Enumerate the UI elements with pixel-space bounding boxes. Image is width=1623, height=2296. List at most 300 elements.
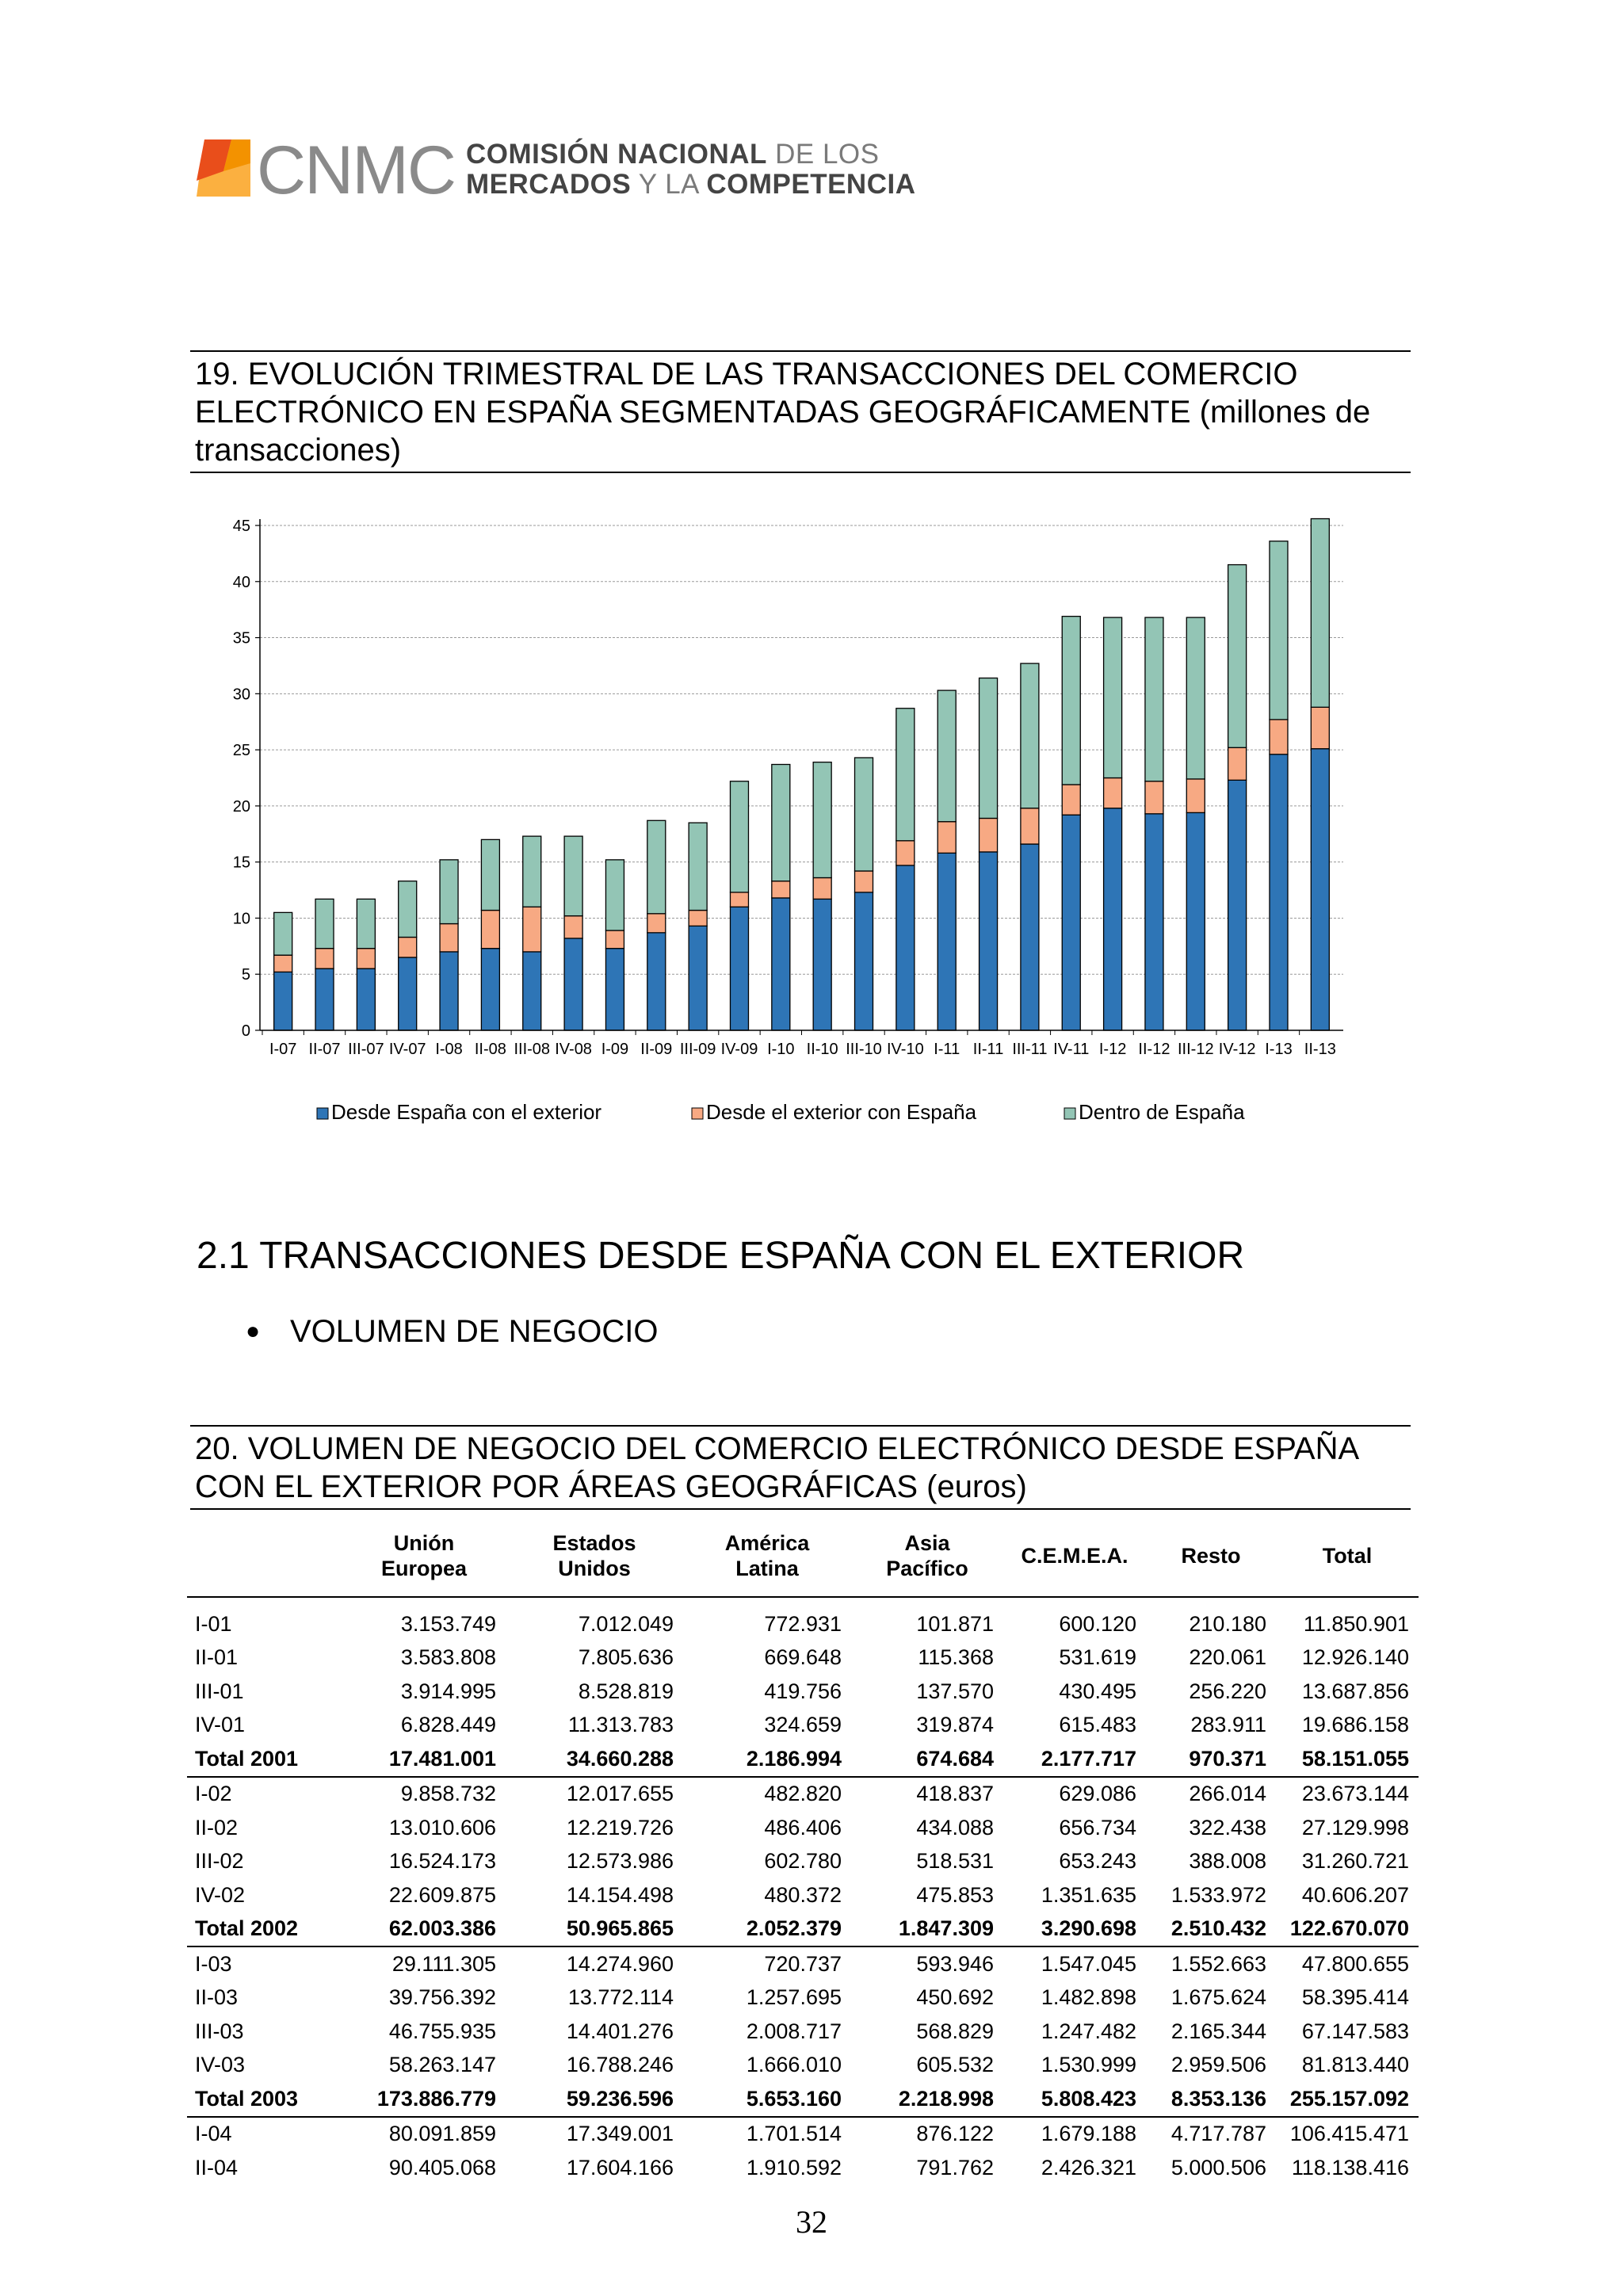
table-cell: 47.800.655 — [1301, 1951, 1409, 1976]
bar-segment-0 — [1062, 815, 1080, 1030]
column-header: América Latina — [724, 1531, 810, 1580]
table-cell: 5.000.506 — [1170, 2155, 1266, 2179]
bar-segment-1 — [357, 949, 375, 968]
table-cell: 1.675.624 — [1170, 1985, 1266, 2010]
table-row — [187, 1981, 1419, 2015]
table-cell: 2.008.717 — [746, 2019, 842, 2043]
row-label: I-04 — [195, 2122, 232, 2146]
table-cell: 2.186.994 — [683, 1742, 851, 1777]
table-cell: 2.426.321 — [1041, 2155, 1136, 2179]
bar-segment-0 — [274, 972, 292, 1030]
bar-segment-1 — [772, 881, 790, 898]
bar-segment-1 — [1021, 808, 1039, 844]
bar-segment-0 — [399, 957, 417, 1030]
table-cell: 256.220 — [1189, 1679, 1266, 1703]
bar-segment-2 — [689, 823, 707, 910]
table-row — [187, 1675, 1419, 1709]
legend-swatch — [692, 1108, 703, 1119]
bar-segment-2 — [523, 836, 541, 907]
bar-segment-1 — [647, 914, 666, 933]
y-tick-label: 20 — [232, 797, 250, 816]
row-label: IV-02 — [195, 1882, 246, 1907]
table-row — [187, 1878, 1419, 1912]
table-cell: 17.481.001 — [342, 1742, 506, 1777]
table-cell: 2.218.998 — [851, 2082, 1003, 2117]
table-cell: 115.368 — [918, 1645, 994, 1670]
chart-legend — [317, 1100, 1245, 1124]
table-cell: 418.837 — [916, 1782, 994, 1806]
bar-segment-0 — [481, 949, 499, 1030]
x-tick-label: III-07 — [348, 1041, 384, 1058]
table-cell: 1.482.898 — [1041, 1985, 1136, 2010]
table-cell: 17.349.001 — [566, 2122, 674, 2146]
bar-segment-1 — [605, 930, 624, 949]
x-tick-label: IV-09 — [720, 1041, 758, 1058]
table-cell: 2.052.379 — [683, 1912, 851, 1947]
bar-segment-0 — [689, 926, 707, 1030]
bar-segment-2 — [813, 762, 831, 878]
table-cell: 629.086 — [1059, 1782, 1136, 1806]
table-row — [187, 2151, 1419, 2185]
table-cell: 8.353.136 — [1146, 2082, 1276, 2117]
x-tick-label: III-08 — [514, 1041, 551, 1058]
table-row — [187, 1845, 1419, 1879]
row-label: IV-03 — [195, 2053, 246, 2077]
bar-segment-0 — [730, 907, 748, 1030]
row-label: II-04 — [195, 2155, 239, 2179]
table-cell: 1.247.482 — [1041, 2019, 1136, 2043]
table-cell: 1.910.592 — [746, 2155, 842, 2179]
table-cell: 31.260.721 — [1301, 1849, 1409, 1874]
table-cell: 210.180 — [1189, 1611, 1266, 1636]
stacked-bar-chart — [190, 499, 1411, 1149]
table-cell: 67.147.583 — [1301, 2019, 1409, 2043]
table-cell: 101.871 — [916, 1611, 994, 1636]
bullet-text: VOLUMEN DE NEGOCIO — [290, 1314, 659, 1349]
table-cell: 6.828.449 — [400, 1713, 496, 1737]
bar-segment-1 — [1062, 785, 1080, 815]
x-axis-labels — [262, 1030, 1336, 1058]
bar-segment-1 — [813, 877, 831, 899]
table-cell: 122.670.070 — [1276, 1912, 1419, 1947]
bar-segment-0 — [980, 852, 998, 1030]
table-cell: 772.931 — [764, 1611, 842, 1636]
row-label: II-03 — [195, 1985, 239, 2010]
table-cell: 450.692 — [916, 1985, 994, 2010]
table-cell: 602.780 — [764, 1849, 842, 1874]
x-tick-label: IV-11 — [1053, 1041, 1090, 1058]
bar-segment-0 — [1186, 812, 1205, 1030]
bar-segment-2 — [1270, 541, 1288, 720]
row-label: Total 2001 — [187, 1742, 342, 1777]
table-cell: 50.965.865 — [506, 1912, 683, 1947]
bar-segment-1 — [730, 892, 748, 907]
cnmc-logo — [197, 132, 916, 211]
bullet-dot-icon: ● — [246, 1318, 261, 1344]
bar-segment-0 — [523, 952, 541, 1030]
table-cell: 23.673.144 — [1301, 1782, 1409, 1806]
table-row — [187, 1912, 1419, 1947]
table-cell: 482.820 — [764, 1782, 842, 1806]
x-tick-label: I-08 — [435, 1041, 463, 1058]
table-cell: 1.257.695 — [746, 1985, 842, 2010]
table-cell: 16.524.173 — [388, 1849, 496, 1874]
table-cell: 480.372 — [764, 1882, 842, 1907]
table-cell: 9.858.732 — [400, 1782, 496, 1806]
table-cell: 58.395.414 — [1301, 1985, 1409, 2010]
x-tick-label: I-11 — [934, 1041, 960, 1058]
bar-segment-1 — [1104, 778, 1122, 808]
table-cell: 430.495 — [1059, 1679, 1136, 1703]
table-cell: 80.091.859 — [388, 2122, 496, 2146]
bar-segment-0 — [440, 952, 458, 1030]
table-cell: 40.606.207 — [1301, 1882, 1409, 1907]
table-cell: 2.510.432 — [1146, 1912, 1276, 1947]
bar-segment-1 — [1228, 747, 1247, 780]
table-cell: 1.701.514 — [746, 2122, 842, 2146]
table-cell: 674.684 — [851, 1742, 1003, 1777]
table-cell: 16.788.246 — [566, 2053, 674, 2077]
x-tick-label: II-12 — [1138, 1041, 1170, 1058]
x-tick-label: I-07 — [269, 1041, 297, 1058]
bar-segment-1 — [481, 911, 499, 949]
row-label: II-01 — [195, 1645, 239, 1670]
bar-segment-0 — [1270, 755, 1288, 1030]
y-tick-label: 25 — [232, 742, 250, 760]
bar-segment-0 — [896, 865, 915, 1030]
bar-segment-2 — [647, 820, 666, 913]
bar-segment-2 — [772, 765, 790, 881]
table-cell: 17.604.166 — [566, 2155, 674, 2179]
row-label: I-01 — [195, 1611, 232, 1636]
x-tick-label: II-07 — [308, 1041, 341, 1058]
column-header: Estados Unidos — [552, 1531, 636, 1580]
table-cell: 2.165.344 — [1170, 2019, 1266, 2043]
table-cell: 322.438 — [1189, 1815, 1266, 1839]
table-row — [187, 1709, 1419, 1743]
legend-swatch — [1064, 1108, 1075, 1119]
row-label: Total 2002 — [187, 1912, 342, 1947]
row-label: III-01 — [195, 1679, 244, 1703]
table-cell: 486.406 — [764, 1815, 842, 1839]
table-cell: 1.530.999 — [1041, 2053, 1136, 2077]
y-axis-labels — [233, 518, 250, 1040]
table-cell: 615.483 — [1059, 1713, 1136, 1737]
table-cell: 3.583.808 — [400, 1645, 496, 1670]
table-cell: 12.219.726 — [566, 1815, 674, 1839]
table-cell: 1.533.972 — [1170, 1882, 1266, 1907]
table-cell: 876.122 — [916, 2122, 994, 2146]
bar-segment-0 — [1104, 808, 1122, 1030]
bar-segment-1 — [440, 924, 458, 952]
row-label: II-02 — [195, 1815, 239, 1839]
x-tick-label: I-12 — [1098, 1041, 1127, 1058]
table-cell: 656.734 — [1059, 1815, 1136, 1839]
x-tick-label: III-09 — [679, 1041, 716, 1058]
table-cell: 62.003.386 — [342, 1912, 506, 1947]
table-row — [187, 2082, 1419, 2117]
bar-segment-2 — [1311, 519, 1329, 708]
table-body — [187, 1597, 1419, 2185]
legend-label: Dentro de España — [1079, 1100, 1245, 1124]
y-tick-label: 10 — [232, 910, 250, 928]
bar-segment-0 — [647, 933, 666, 1030]
legend-label: Desde España con el exterior — [331, 1100, 602, 1124]
x-tick-label: IV-10 — [887, 1041, 924, 1058]
table-cell: 1.552.663 — [1170, 1951, 1266, 1976]
table-cell: 59.236.596 — [506, 2082, 683, 2117]
bar-segment-0 — [605, 949, 624, 1030]
x-tick-label: IV-07 — [388, 1041, 426, 1058]
bar-segment-0 — [772, 898, 790, 1030]
table-cell: 34.660.288 — [506, 1742, 683, 1777]
table-cell: 283.911 — [1190, 1713, 1266, 1737]
table-cell: 14.154.498 — [566, 1882, 674, 1907]
table-cell: 220.061 — [1189, 1645, 1266, 1670]
table-cell: 8.528.819 — [578, 1679, 674, 1703]
bar-segment-1 — [315, 949, 334, 968]
bar-segment-1 — [980, 818, 998, 851]
table-cell: 13.687.856 — [1301, 1679, 1409, 1703]
table-row — [187, 2049, 1419, 2083]
table-cell: 12.017.655 — [566, 1782, 674, 1806]
column-header: C.E.M.E.A. — [1021, 1544, 1128, 1568]
table-cell: 19.686.158 — [1301, 1713, 1409, 1737]
table-cell: 5.808.423 — [1003, 2082, 1146, 2117]
section-heading: 2.1 TRANSACCIONES DESDE ESPAÑA CON EL EXTERIOR — [197, 1235, 1245, 1277]
table-cell: 13.772.114 — [567, 1985, 674, 2010]
table-cell: 653.243 — [1059, 1849, 1136, 1874]
logo-line-1: COMISIÓN NACIONAL DE LOS — [466, 139, 880, 170]
x-tick-label: I-10 — [767, 1041, 795, 1058]
bar-segment-1 — [564, 916, 582, 938]
bar-segment-1 — [896, 841, 915, 865]
row-label: III-02 — [195, 1849, 244, 1874]
page-number: 32 — [796, 2204, 827, 2240]
x-tick-label: IV-08 — [555, 1041, 592, 1058]
x-tick-label: I-13 — [1265, 1041, 1293, 1058]
table-cell: 791.762 — [916, 2155, 994, 2179]
table-cell: 58.263.147 — [388, 2053, 496, 2077]
bar-segment-1 — [855, 871, 873, 892]
table-cell: 568.829 — [916, 2019, 994, 2043]
bar-segment-0 — [564, 938, 582, 1030]
bar-segment-2 — [1104, 617, 1122, 777]
table-cell: 81.813.440 — [1301, 2053, 1409, 2077]
bar-segment-0 — [938, 853, 956, 1030]
bar-segment-2 — [274, 912, 292, 955]
column-header: Resto — [1181, 1544, 1241, 1568]
row-label: IV-01 — [195, 1713, 246, 1737]
table-cell: 7.805.636 — [578, 1645, 674, 1670]
bar-segment-2 — [315, 899, 334, 948]
table-cell: 518.531 — [916, 1849, 994, 1874]
bar-segment-2 — [1145, 617, 1163, 781]
row-label: III-03 — [195, 2019, 244, 2043]
table-cell: 475.853 — [916, 1882, 994, 1907]
bar-segment-2 — [896, 709, 915, 841]
table-cell: 388.008 — [1189, 1849, 1266, 1874]
table-cell: 1.847.309 — [851, 1912, 1003, 1947]
table-cell: 1.666.010 — [746, 2053, 842, 2077]
table-cell: 1.547.045 — [1041, 1951, 1136, 1976]
table-row — [187, 1597, 1419, 1641]
table-cell: 27.129.998 — [1301, 1815, 1409, 1839]
x-tick-label: III-11 — [1012, 1041, 1048, 1058]
x-tick-label: I-09 — [601, 1041, 629, 1058]
bar-segment-2 — [1021, 663, 1039, 808]
table-cell: 266.014 — [1189, 1782, 1266, 1806]
table-row — [187, 1777, 1419, 1812]
bar-segment-0 — [1145, 814, 1163, 1030]
table-cell: 22.609.875 — [388, 1882, 496, 1907]
row-label: Total 2003 — [187, 2082, 342, 2117]
logo-brand-text: CNMC — [257, 132, 455, 208]
table-cell: 4.717.787 — [1170, 2122, 1266, 2146]
bar-segment-0 — [813, 899, 831, 1030]
chart-grid — [255, 525, 1343, 1030]
bar-segment-1 — [938, 822, 956, 854]
x-tick-label: III-10 — [846, 1041, 882, 1058]
table-cell: 255.157.092 — [1276, 2082, 1419, 2117]
bar-segment-2 — [730, 781, 748, 892]
bar-segment-0 — [1021, 844, 1039, 1030]
y-tick-label: 45 — [232, 518, 250, 535]
table-cell: 106.415.471 — [1289, 2122, 1409, 2146]
table-cell: 58.151.055 — [1276, 1742, 1419, 1777]
cnmc-logo-mark-icon — [197, 139, 250, 197]
table-row — [187, 2015, 1419, 2049]
x-tick-label: III-12 — [1177, 1041, 1214, 1058]
column-header: Unión Europea — [380, 1531, 468, 1580]
table-cell: 12.926.140 — [1301, 1645, 1409, 1670]
table-cell: 419.756 — [764, 1679, 842, 1703]
column-header: Total — [1322, 1544, 1373, 1568]
table-row — [187, 1946, 1419, 1981]
bar-segment-2 — [1062, 617, 1080, 785]
table-cell: 1.679.188 — [1041, 2122, 1136, 2146]
bar-segment-1 — [1270, 720, 1288, 755]
table-cell: 14.401.276 — [566, 2019, 674, 2043]
bar-segment-1 — [274, 955, 292, 972]
table-cell: 669.648 — [764, 1645, 842, 1670]
table-cell: 605.532 — [916, 2053, 994, 2077]
x-tick-label: II-10 — [806, 1041, 838, 1058]
table-cell: 7.012.049 — [578, 1611, 674, 1636]
column-header: Asia Pacífico — [886, 1531, 968, 1580]
table-cell: 1.351.635 — [1041, 1882, 1136, 1907]
bar-segment-2 — [481, 839, 499, 910]
table-cell: 11.850.901 — [1303, 1611, 1409, 1636]
table-row — [187, 1641, 1419, 1675]
bar-segment-0 — [855, 892, 873, 1030]
chart-bars — [274, 519, 1330, 1030]
y-tick-label: 30 — [232, 686, 250, 704]
table-cell: 137.570 — [916, 1679, 994, 1703]
y-tick-label: 0 — [241, 1022, 250, 1040]
bar-segment-2 — [399, 881, 417, 938]
column-header — [187, 1515, 342, 1597]
y-tick-label: 40 — [232, 573, 250, 591]
bar-segment-2 — [855, 758, 873, 871]
legend-swatch — [317, 1108, 328, 1119]
table-row — [187, 1811, 1419, 1845]
y-tick-label: 35 — [232, 629, 250, 648]
bar-segment-2 — [938, 690, 956, 822]
bar-segment-2 — [357, 899, 375, 948]
x-tick-label: II-11 — [972, 1041, 1004, 1058]
bar-segment-2 — [1228, 565, 1247, 748]
bar-segment-0 — [1228, 780, 1247, 1030]
figure-19-title: 19. EVOLUCIÓN TRIMESTRAL DE LAS TRANSACCIONES DEL COMERCIO ELECTRÓNICO EN ESPAÑA SEGMENTADAS GEOGRÁFICAMENTE (millones de transacciones) — [190, 350, 1411, 473]
x-tick-label: II-08 — [474, 1041, 506, 1058]
bar-segment-1 — [1186, 779, 1205, 812]
table-cell: 434.088 — [916, 1815, 994, 1839]
bar-segment-1 — [1311, 707, 1329, 748]
y-tick-label: 15 — [232, 854, 250, 872]
table-cell: 531.619 — [1059, 1645, 1136, 1670]
table-cell: 11.313.783 — [567, 1713, 674, 1737]
bar-segment-1 — [689, 911, 707, 926]
table-cell: 3.290.698 — [1003, 1912, 1146, 1947]
bar-segment-2 — [440, 860, 458, 924]
table-cell: 46.755.935 — [388, 2019, 496, 2043]
bar-segment-2 — [564, 836, 582, 916]
bar-segment-0 — [357, 968, 375, 1030]
table-row — [187, 1742, 1419, 1777]
business-volume-table — [187, 1515, 1419, 2185]
table-cell: 970.371 — [1146, 1742, 1276, 1777]
table-header-row — [187, 1515, 1419, 1597]
table-cell: 14.274.960 — [566, 1951, 674, 1976]
row-label: I-03 — [195, 1951, 232, 1976]
bullet-item — [246, 1312, 659, 1351]
figure-20-title: 20. VOLUMEN DE NEGOCIO DEL COMERCIO ELECTRÓNICO DESDE ESPAÑA CON EL EXTERIOR POR ÁREAS GEOGRÁFICAS (euros) — [190, 1425, 1411, 1510]
table-cell: 2.177.717 — [1003, 1742, 1146, 1777]
table-cell: 90.405.068 — [388, 2155, 496, 2179]
table-cell: 29.111.305 — [391, 1951, 496, 1976]
table-cell: 118.138.416 — [1291, 2155, 1409, 2179]
x-tick-label: IV-12 — [1218, 1041, 1256, 1058]
x-tick-label: II-13 — [1304, 1041, 1336, 1058]
table-cell: 39.756.392 — [388, 1985, 496, 2010]
logo-line-2: MERCADOS Y LA COMPETENCIA — [466, 169, 916, 200]
table-cell: 324.659 — [764, 1713, 842, 1737]
row-label: I-02 — [195, 1782, 232, 1806]
table-cell: 2.959.506 — [1170, 2053, 1266, 2077]
bar-segment-0 — [1311, 749, 1329, 1030]
table-cell: 3.153.749 — [400, 1611, 496, 1636]
table-cell: 593.946 — [916, 1951, 994, 1976]
bar-segment-1 — [523, 907, 541, 952]
bar-segment-2 — [605, 860, 624, 930]
bar-segment-2 — [1186, 617, 1205, 779]
table-row — [187, 2117, 1419, 2152]
table-cell: 173.886.779 — [342, 2082, 506, 2117]
chart-axes — [260, 519, 1343, 1030]
legend-label: Desde el exterior con España — [706, 1100, 977, 1124]
x-tick-label: II-09 — [640, 1041, 673, 1058]
table-cell: 720.737 — [764, 1951, 842, 1976]
table-cell: 12.573.986 — [566, 1849, 674, 1874]
bar-segment-1 — [1145, 781, 1163, 814]
table-cell: 13.010.606 — [388, 1815, 496, 1839]
bar-segment-1 — [399, 938, 417, 957]
table-cell: 600.120 — [1059, 1611, 1136, 1636]
table-cell: 5.653.160 — [683, 2082, 851, 2117]
y-tick-label: 5 — [241, 966, 250, 984]
bar-segment-0 — [315, 968, 334, 1030]
